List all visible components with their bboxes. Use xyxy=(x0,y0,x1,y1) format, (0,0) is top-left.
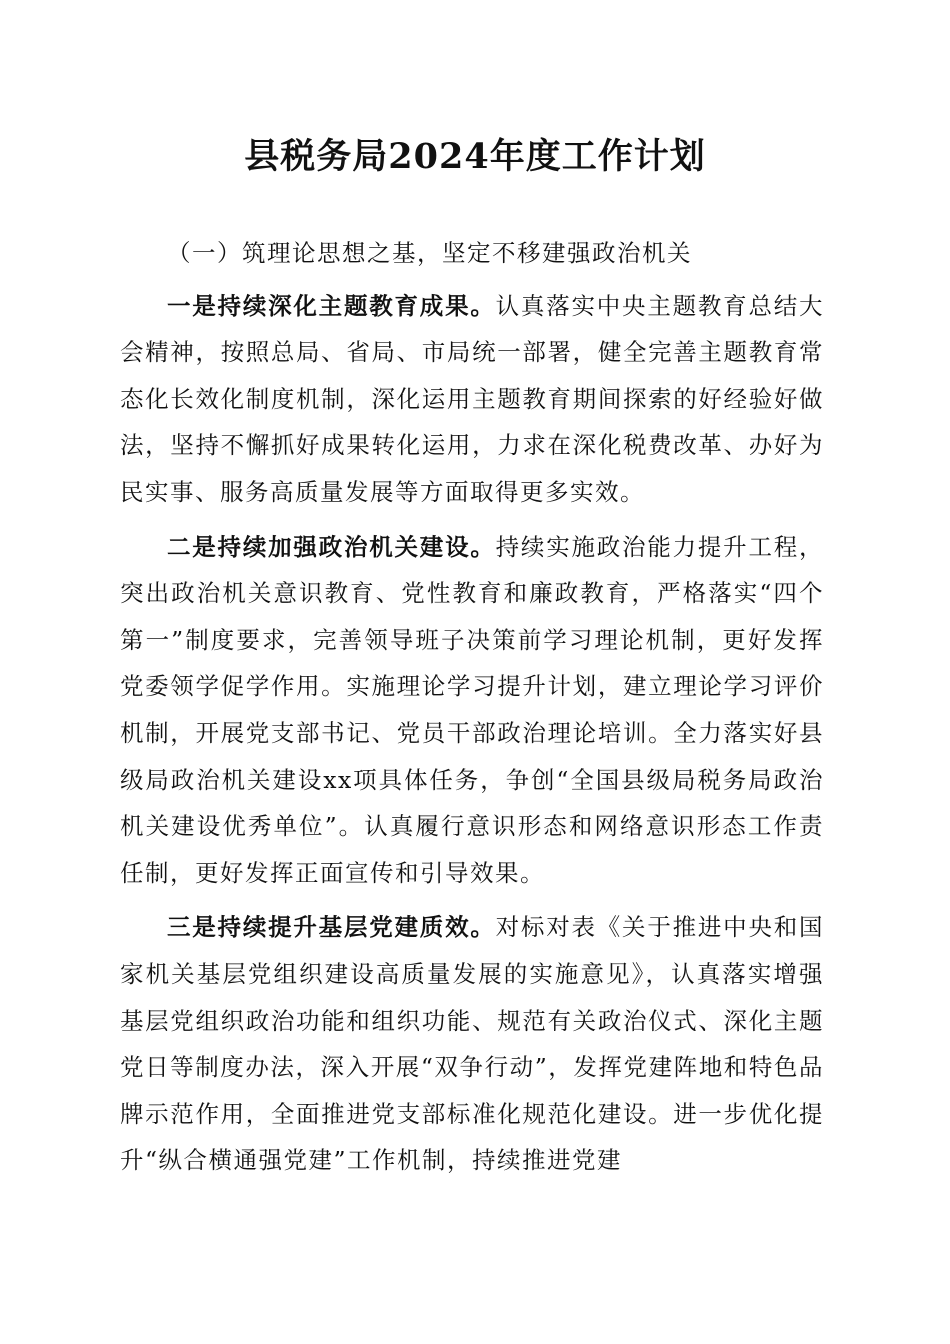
paragraph-2 xyxy=(120,524,824,897)
paragraph-1 xyxy=(120,283,824,516)
paragraph-3-text: 对标对表《关于推进中央和国家机关基层党组织建设高质量发展的实施意见》，认真落实增强基层党组织政治功能和组织功能、规范有关政治仪式、深化主题党日等制度办法，深入开展“双争行动”，发挥党建阵地和特色品牌示范作用，全面推进党支部标准化规范化建设。进一步优化提升“纵合横通强党建”工作机制，持续推进党建 xyxy=(120,913,825,1175)
paragraph-1-text: 认真落实中央主题教育总结大会精神，按照总局、省局、市局统一部署，健全完善主题教育常态化长效化制度机制，深化运用主题教育期间探索的好经验好做法，坚持不懈抓好成果转化运用，力求在深化税费改革、办好为民实事、服务高质量发展等方面取得更多实效。 xyxy=(120,291,825,506)
paragraph-2-lead: 二是持续加强政治机关建设。 xyxy=(167,532,496,561)
document-body xyxy=(120,230,824,1184)
document-title: 县税务局2024年度工作计划 xyxy=(244,136,706,177)
paragraph-3 xyxy=(120,904,824,1184)
paragraph-1-lead: 一是持续深化主题教育成果。 xyxy=(167,291,496,320)
section-heading: （一）筑理论思想之基，坚定不移建强政治机关 xyxy=(167,239,692,267)
paragraph-3-lead: 三是持续提升基层党建质效。 xyxy=(167,913,496,942)
paragraph-2-text: 持续实施政治能力提升工程，突出政治机关意识教育、党性教育和廉政教育，严格落实“四个第一”制度要求，完善领导班子决策前学习理论机制，更好发挥党委领学促学作用。实施理论学习提升计划，建立理论学习评价机制，开展党支部书记、党员干部政治理论培训。全力落实好县级局政治机关建设xx项具体任务，争创“全国县级局税务局政治机关建设优秀单位”。认真履行意识形态和网络意识形态工作责任制，更好发挥正面宣传和引导效果。 xyxy=(120,532,825,887)
